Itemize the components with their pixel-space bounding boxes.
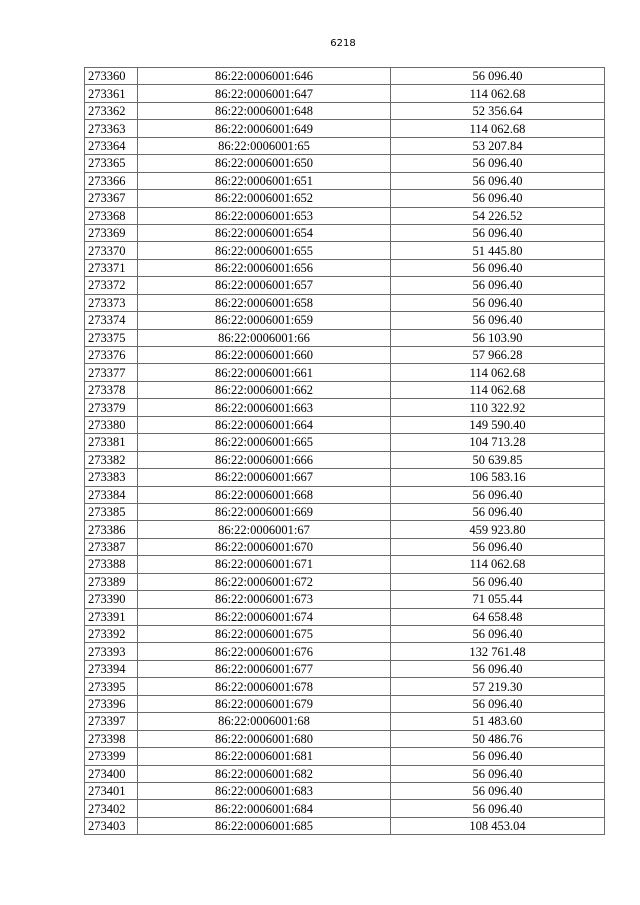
row-number-cell: 273370: [85, 242, 138, 259]
row-number-cell: 273369: [85, 224, 138, 241]
cadastral-value-cell: 50 486.76: [391, 730, 605, 747]
cadastral-value-cell: 56 096.40: [391, 503, 605, 520]
table-row: [85, 556, 605, 573]
table-row: [85, 190, 605, 207]
table-row: [85, 329, 605, 346]
row-number-cell: 273393: [85, 643, 138, 660]
row-number-cell: 273387: [85, 538, 138, 555]
cadastral-number-cell: 86:22:0006001:652: [138, 190, 391, 207]
cadastral-value-cell: 56 096.40: [391, 800, 605, 817]
cadastral-value-cell: 56 096.40: [391, 765, 605, 782]
cadastral-number-cell: 86:22:0006001:667: [138, 469, 391, 486]
cadastral-value-cell: 57 219.30: [391, 678, 605, 695]
cadastral-value-cell: 52 356.64: [391, 102, 605, 119]
row-number-cell: 273368: [85, 207, 138, 224]
cadastral-value-cell: 57 966.28: [391, 347, 605, 364]
row-number-cell: 273371: [85, 259, 138, 276]
cadastral-value-cell: 56 096.40: [391, 294, 605, 311]
cadastral-value-cell: 114 062.68: [391, 364, 605, 381]
row-number-cell: 273374: [85, 312, 138, 329]
cadastral-number-cell: 86:22:0006001:672: [138, 573, 391, 590]
cadastral-value-cell: 56 096.40: [391, 573, 605, 590]
row-number-cell: 273391: [85, 608, 138, 625]
table-row: [85, 172, 605, 189]
row-number-cell: 273380: [85, 416, 138, 433]
cadastral-number-cell: 86:22:0006001:660: [138, 347, 391, 364]
cadastral-value-cell: 110 322.92: [391, 399, 605, 416]
table-row: [85, 573, 605, 590]
table-row: [85, 748, 605, 765]
cadastral-number-cell: 86:22:0006001:654: [138, 224, 391, 241]
cadastral-number-cell: 86:22:0006001:676: [138, 643, 391, 660]
cadastral-value-cell: 459 923.80: [391, 521, 605, 538]
cadastral-value-cell: 56 096.40: [391, 660, 605, 677]
table-row: [85, 695, 605, 712]
row-number-cell: 273377: [85, 364, 138, 381]
row-number-cell: 273367: [85, 190, 138, 207]
row-number-cell: 273363: [85, 120, 138, 137]
cadastral-value-cell: 149 590.40: [391, 416, 605, 433]
row-number-cell: 273396: [85, 695, 138, 712]
table-row: [85, 503, 605, 520]
row-number-cell: 273378: [85, 381, 138, 398]
cadastral-number-cell: 86:22:0006001:648: [138, 102, 391, 119]
table-row: [85, 591, 605, 608]
cadastral-value-cell: 56 096.40: [391, 68, 605, 85]
cadastral-number-cell: 86:22:0006001:670: [138, 538, 391, 555]
cadastral-value-cell: 108 453.04: [391, 817, 605, 834]
cadastral-number-cell: 86:22:0006001:668: [138, 486, 391, 503]
cadastral-value-cell: 51 445.80: [391, 242, 605, 259]
table-row: [85, 730, 605, 747]
table-row: [85, 626, 605, 643]
cadastral-value-cell: 104 713.28: [391, 434, 605, 451]
row-number-cell: 273394: [85, 660, 138, 677]
table-row: [85, 224, 605, 241]
cadastral-number-cell: 86:22:0006001:671: [138, 556, 391, 573]
table-row: [85, 416, 605, 433]
table-row: [85, 660, 605, 677]
cadastral-number-cell: 86:22:0006001:661: [138, 364, 391, 381]
table-row: [85, 364, 605, 381]
cadastral-number-cell: 86:22:0006001:650: [138, 155, 391, 172]
cadastral-number-cell: 86:22:0006001:647: [138, 85, 391, 102]
table-body: [85, 68, 605, 835]
cadastral-value-cell: 114 062.68: [391, 381, 605, 398]
cadastral-value-cell: 56 096.40: [391, 748, 605, 765]
table-row: [85, 137, 605, 154]
table-row: [85, 399, 605, 416]
row-number-cell: 273376: [85, 347, 138, 364]
cadastral-number-cell: 86:22:0006001:665: [138, 434, 391, 451]
cadastral-number-cell: 86:22:0006001:681: [138, 748, 391, 765]
cadastral-number-cell: 86:22:0006001:669: [138, 503, 391, 520]
cadastral-value-cell: 50 639.85: [391, 451, 605, 468]
cadastral-value-cell: 56 096.40: [391, 259, 605, 276]
cadastral-value-cell: 114 062.68: [391, 85, 605, 102]
cadastral-value-cell: 114 062.68: [391, 120, 605, 137]
table-row: [85, 155, 605, 172]
table-row: [85, 643, 605, 660]
cadastral-value-cell: 56 096.40: [391, 626, 605, 643]
table-row: [85, 120, 605, 137]
row-number-cell: 273360: [85, 68, 138, 85]
table-row: [85, 451, 605, 468]
cadastral-value-cell: 56 096.40: [391, 224, 605, 241]
table-row: [85, 434, 605, 451]
cadastral-number-cell: 86:22:0006001:679: [138, 695, 391, 712]
cadastral-value-cell: 106 583.16: [391, 469, 605, 486]
cadastral-number-cell: 86:22:0006001:657: [138, 277, 391, 294]
cadastral-number-cell: 86:22:0006001:662: [138, 381, 391, 398]
cadastral-value-cell: 56 103.90: [391, 329, 605, 346]
cadastral-number-cell: 86:22:0006001:646: [138, 68, 391, 85]
row-number-cell: 273361: [85, 85, 138, 102]
cadastral-number-cell: 86:22:0006001:649: [138, 120, 391, 137]
cadastral-number-cell: 86:22:0006001:680: [138, 730, 391, 747]
cadastral-number-cell: 86:22:0006001:685: [138, 817, 391, 834]
table-row: [85, 486, 605, 503]
cadastral-value-table: [84, 67, 605, 835]
cadastral-number-cell: 86:22:0006001:674: [138, 608, 391, 625]
row-number-cell: 273392: [85, 626, 138, 643]
table-row: [85, 678, 605, 695]
row-number-cell: 273401: [85, 782, 138, 799]
table-row: [85, 277, 605, 294]
cadastral-number-cell: 86:22:0006001:65: [138, 137, 391, 154]
row-number-cell: 273397: [85, 713, 138, 730]
row-number-cell: 273398: [85, 730, 138, 747]
cadastral-value-cell: 54 226.52: [391, 207, 605, 224]
cadastral-value-cell: 56 096.40: [391, 782, 605, 799]
cadastral-value-cell: 56 096.40: [391, 190, 605, 207]
row-number-cell: 273373: [85, 294, 138, 311]
table-row: [85, 102, 605, 119]
cadastral-value-cell: 56 096.40: [391, 172, 605, 189]
cadastral-value-cell: 56 096.40: [391, 695, 605, 712]
row-number-cell: 273385: [85, 503, 138, 520]
table-row: [85, 817, 605, 834]
cadastral-value-cell: 56 096.40: [391, 277, 605, 294]
cadastral-number-cell: 86:22:0006001:68: [138, 713, 391, 730]
cadastral-number-cell: 86:22:0006001:66: [138, 329, 391, 346]
row-number-cell: 273379: [85, 399, 138, 416]
table-row: [85, 469, 605, 486]
cadastral-number-cell: 86:22:0006001:666: [138, 451, 391, 468]
table-row: [85, 800, 605, 817]
table-row: [85, 521, 605, 538]
row-number-cell: 273372: [85, 277, 138, 294]
row-number-cell: 273399: [85, 748, 138, 765]
table-row: [85, 259, 605, 276]
row-number-cell: 273388: [85, 556, 138, 573]
cadastral-number-cell: 86:22:0006001:663: [138, 399, 391, 416]
row-number-cell: 273386: [85, 521, 138, 538]
cadastral-number-cell: 86:22:0006001:651: [138, 172, 391, 189]
table-row: [85, 608, 605, 625]
table-row: [85, 713, 605, 730]
row-number-cell: 273389: [85, 573, 138, 590]
row-number-cell: 273364: [85, 137, 138, 154]
row-number-cell: 273403: [85, 817, 138, 834]
row-number-cell: 273381: [85, 434, 138, 451]
cadastral-number-cell: 86:22:0006001:684: [138, 800, 391, 817]
row-number-cell: 273365: [85, 155, 138, 172]
row-number-cell: 273366: [85, 172, 138, 189]
table-row: [85, 85, 605, 102]
row-number-cell: 273395: [85, 678, 138, 695]
table-row: [85, 312, 605, 329]
cadastral-number-cell: 86:22:0006001:67: [138, 521, 391, 538]
table-row: [85, 538, 605, 555]
cadastral-number-cell: 86:22:0006001:682: [138, 765, 391, 782]
cadastral-number-cell: 86:22:0006001:658: [138, 294, 391, 311]
row-number-cell: 273390: [85, 591, 138, 608]
cadastral-number-cell: 86:22:0006001:677: [138, 660, 391, 677]
table-row: [85, 381, 605, 398]
cadastral-number-cell: 86:22:0006001:664: [138, 416, 391, 433]
cadastral-value-cell: 114 062.68: [391, 556, 605, 573]
row-number-cell: 273400: [85, 765, 138, 782]
cadastral-number-cell: 86:22:0006001:678: [138, 678, 391, 695]
cadastral-number-cell: 86:22:0006001:675: [138, 626, 391, 643]
cadastral-value-cell: 51 483.60: [391, 713, 605, 730]
row-number-cell: 273383: [85, 469, 138, 486]
cadastral-value-cell: 53 207.84: [391, 137, 605, 154]
row-number-cell: 273382: [85, 451, 138, 468]
cadastral-number-cell: 86:22:0006001:653: [138, 207, 391, 224]
page-number: 6218: [330, 38, 356, 49]
cadastral-value-cell: 71 055.44: [391, 591, 605, 608]
cadastral-value-cell: 56 096.40: [391, 486, 605, 503]
table-row: [85, 782, 605, 799]
cadastral-number-cell: 86:22:0006001:659: [138, 312, 391, 329]
cadastral-value-cell: 56 096.40: [391, 155, 605, 172]
row-number-cell: 273384: [85, 486, 138, 503]
cadastral-number-cell: 86:22:0006001:673: [138, 591, 391, 608]
cadastral-number-cell: 86:22:0006001:683: [138, 782, 391, 799]
table-row: [85, 68, 605, 85]
cadastral-number-cell: 86:22:0006001:656: [138, 259, 391, 276]
cadastral-value-cell: 56 096.40: [391, 312, 605, 329]
table-row: [85, 294, 605, 311]
table-row: [85, 347, 605, 364]
cadastral-value-cell: 64 658.48: [391, 608, 605, 625]
cadastral-number-cell: 86:22:0006001:655: [138, 242, 391, 259]
row-number-cell: 273402: [85, 800, 138, 817]
row-number-cell: 273362: [85, 102, 138, 119]
table-row: [85, 207, 605, 224]
table-row: [85, 765, 605, 782]
row-number-cell: 273375: [85, 329, 138, 346]
cadastral-value-cell: 56 096.40: [391, 538, 605, 555]
table-row: [85, 242, 605, 259]
cadastral-value-cell: 132 761.48: [391, 643, 605, 660]
